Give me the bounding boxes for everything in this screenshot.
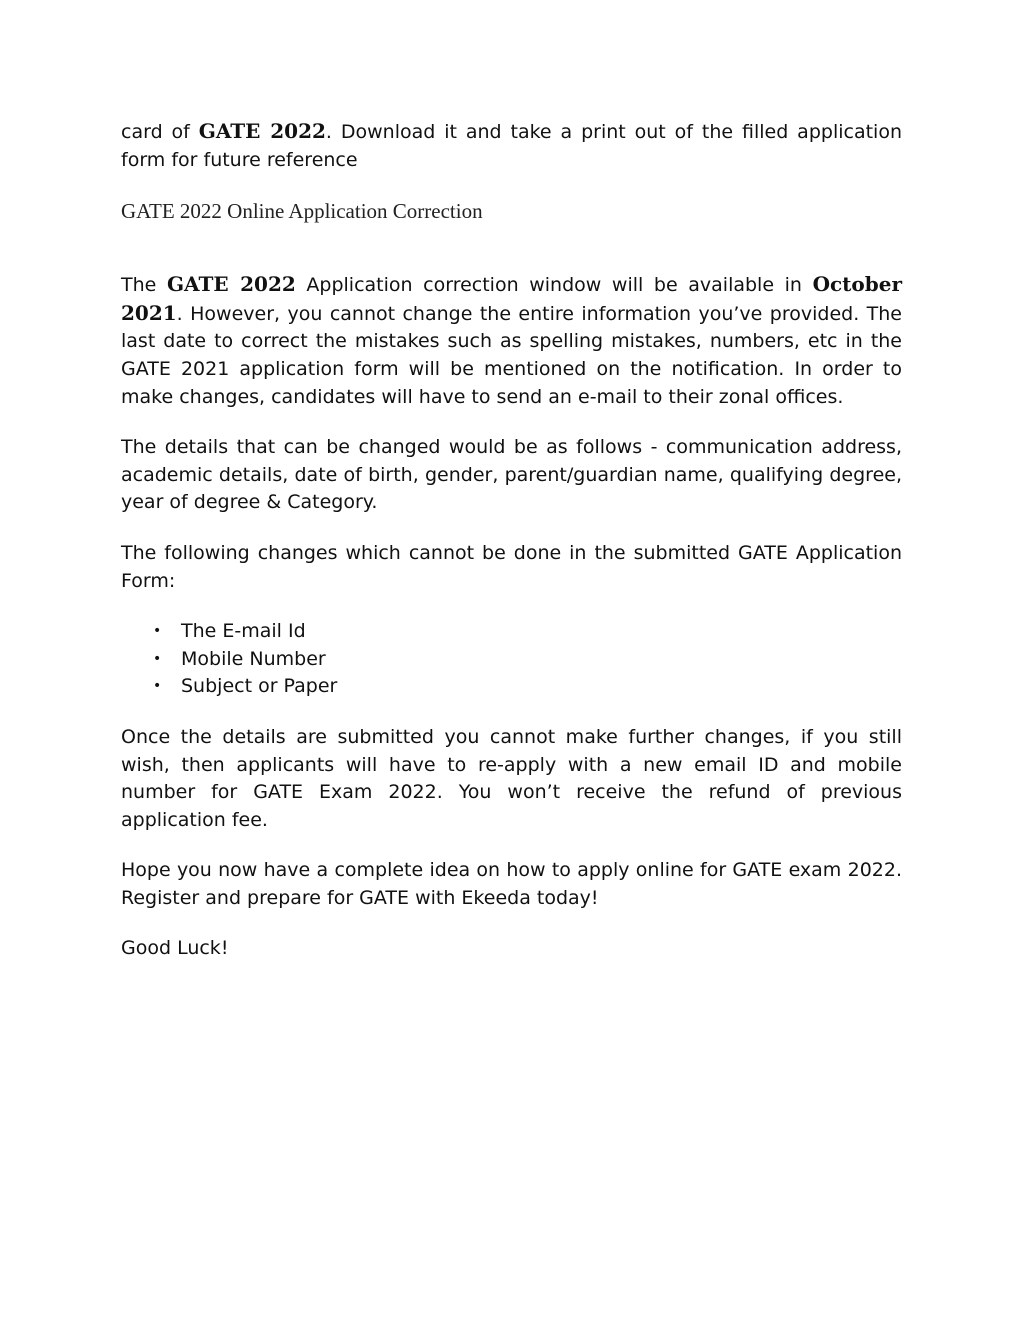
list-item [153,646,902,674]
cannot-change-list [121,618,902,701]
list-item-text: Mobile Number [181,647,326,670]
cannot-change-intro: The following changes which cannot be done in the submitted GATE Application Form: [121,541,902,592]
intro-paragraph [121,118,902,174]
list-item-text: The E-mail Id [181,620,306,643]
correction-paragraph [121,271,902,411]
section-heading: GATE 2022 Online Application Correction [121,199,483,224]
correction-text-3: . However, you cannot change the entire information you’ve provided. The last date to correct the mistakes such as spelling mistakes, numbers, etc in the GATE 2021 application form will be mentioned on the notification. In order to make changes, candidates will have to send an e-mail to their zonal offices. [121,302,902,408]
list-item [153,673,902,701]
list-item-text: Subject or Paper [181,675,338,698]
reapply-note-paragraph: Once the details are submitted you cannot make further changes, if you still wish, then applicants will have to re-apply with a new email ID and mobile number for GATE Exam 2022. You won’t receive the refund of previous application fee. [121,725,902,831]
signoff: Good Luck! [121,937,229,960]
correction-text-2: Application correction window will be available in [295,274,813,297]
bullet-icon: • [153,678,162,695]
list-item [153,618,902,646]
intro-suffix: . Download it and take a print out of the filled application form for future reference [121,121,902,171]
closing-paragraph: Hope you now have a complete idea on how to apply online for GATE exam 2022. Register and prepare for GATE with Ekeeda today! [121,859,902,909]
bullet-icon: • [153,650,162,667]
correction-text-1: The [121,274,167,297]
bullet-icon: • [153,623,162,640]
document-page [121,118,902,986]
intro-prefix: card of [121,121,199,143]
changeable-details-paragraph: The details that can be changed would be as follows - communication address, academic details, date of birth, gender, parent/guardian name, qualifying degree, year of degree & Category. [121,436,902,514]
intro-bold-exam-name: GATE 2022 [198,119,326,143]
correction-bold-date: October 2021 [121,272,902,325]
correction-bold-exam-name: GATE 2022 [166,272,296,297]
